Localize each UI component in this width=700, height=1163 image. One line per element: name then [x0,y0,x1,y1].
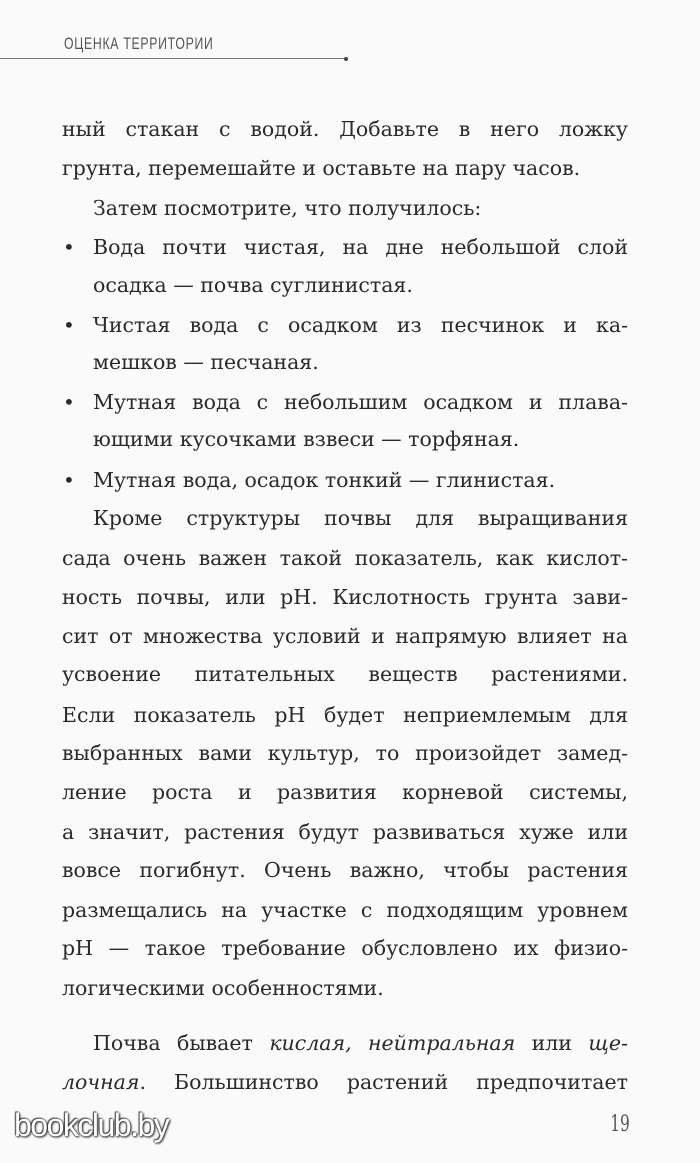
text-line: ный стакан с водой. Добавьте в него ложку [62,117,628,141]
text-run: Почва бывает [93,1031,270,1055]
text-line: Если показатель pH будет неприемлемым для [62,703,628,727]
text-run: или [515,1031,589,1055]
bullet-icon: • [63,235,75,259]
text-line: Затем посмотрите, что получилось: [93,196,482,220]
header-rule-dot [344,57,348,61]
text-line: ность почвы, или pH. Кислотность грунта зави- [62,585,628,609]
text-line: сада очень важен такой показатель, как кислот- [62,546,628,570]
text-line: сит от множества условий и напрямую влияет на [62,624,628,648]
watermark: bookclub.by [14,1107,169,1143]
list-item-line: Вода почти чистая, на дне небольшой слой [93,235,628,259]
italic-term: кислая, нейтральная [269,1031,516,1055]
text-line: Кроме структуры почвы для выращивания [93,506,628,530]
bullet-icon: • [63,468,75,492]
list-item-line: Мутная вода с небольшим осадком и плава- [93,390,628,414]
text-line [62,1069,628,1095]
list-item-line: мешков — песчаная. [93,350,319,374]
list-item-line: ющими кусочками взвеси — торфяная. [93,427,520,451]
text-line: выбранных вами культур, то произойдет замед- [62,741,628,765]
list-item-line: Чистая вода с осадком из песчинок и ка- [93,313,628,337]
text-line: а значит, растения будут развиваться хуже или [62,820,628,844]
text-line: усвоение питательных веществ растениями. [62,662,628,686]
text-line: ление роста и развития корневой системы, [62,780,628,804]
page-number: 19 [610,1112,630,1137]
text-line: логическими особенностями. [62,976,384,1000]
italic-term: лочная [62,1070,140,1094]
header-rule [0,58,346,59]
text-line: размещались на участке с подходящим уровнем [62,898,628,922]
italic-term: ще- [588,1031,628,1055]
bullet-icon: • [63,390,75,414]
running-header: ОЦЕНКА ТЕРРИТОРИИ [64,34,214,53]
list-item-line: осадка — почва суглинистая. [93,273,413,297]
bullet-icon: • [63,313,75,337]
text-run: . Большинство растений предпочитает [139,1070,628,1094]
text-line [93,1030,628,1056]
list-item-line: Мутная вода, осадок тонкий — глинистая. [93,468,556,492]
text-line: вовсе погибнут. Очень важно, чтобы растения [62,858,628,882]
text-line: pH — такое требование обусловлено их физио- [62,936,628,960]
text-line: грунта, перемешайте и оставьте на пару часов. [62,156,581,180]
